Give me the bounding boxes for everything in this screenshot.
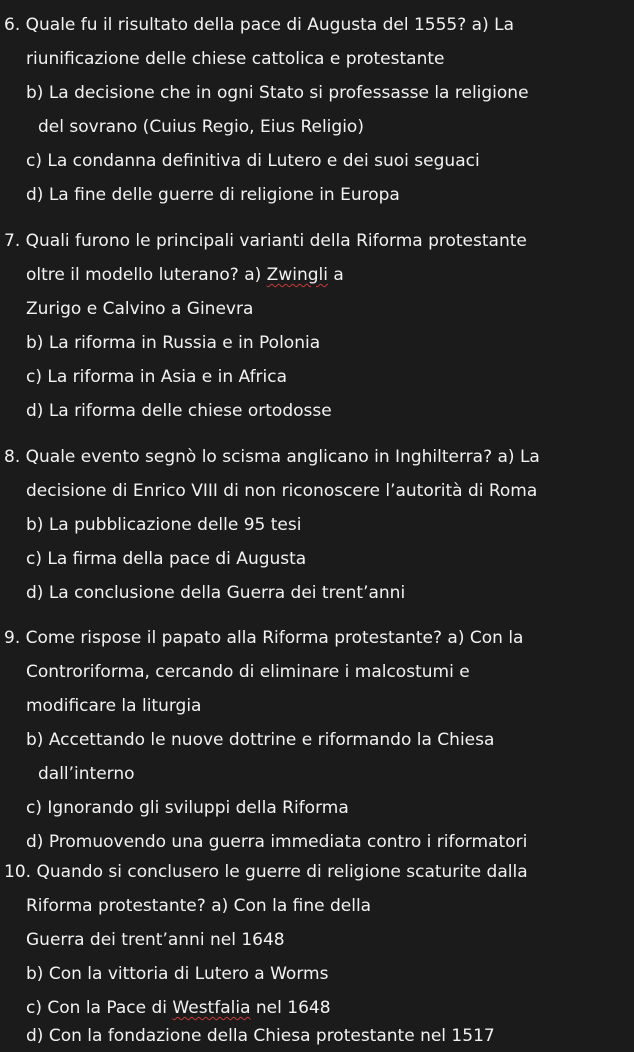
question-6-option-b: b) La decisione che in ogni Stato si professasse la religione [26, 83, 529, 103]
question-10-option-d: d) Con la fondazione della Chiesa protestante nel 1517 [26, 1026, 495, 1046]
question-6-option-a-cont: riunificazione delle chiese cattolica e protestante [26, 49, 445, 69]
question-6-option-c: c) La condanna definitiva di Lutero e dei suoi seguaci [26, 151, 480, 171]
question-10-option-b: b) Con la vittoria di Lutero a Worms [26, 964, 329, 984]
question-10-option-c-tail: nel 1648 [250, 998, 331, 1018]
question-9-option-d: d) Promuovendo una guerra immediata contro i riformatori [26, 832, 528, 852]
question-9-option-a-cont2: modificare la liturgia [26, 696, 202, 716]
question-7-option-d: d) La riforma delle chiese ortodosse [26, 401, 332, 421]
question-7-stem: 7. Quali furono le principali varianti della Riforma protestante [4, 231, 527, 251]
question-9-option-b: b) Accettando le nuove dottrine e riformando la Chiesa [26, 730, 495, 750]
question-7-stem-cont [26, 264, 344, 286]
question-9-option-b-cont: dall’interno [38, 764, 135, 784]
question-7-option-a-text: a [327, 265, 344, 285]
question-7-option-a-cont: Zurigo e Calvino a Ginevra [26, 299, 254, 319]
question-7-option-c: c) La riforma in Asia e in Africa [26, 367, 288, 387]
question-8-stem: 8. Quale evento segnò lo scisma anglicano in Inghilterra? a) La [4, 447, 540, 467]
question-10-option-c-text: c) Con la Pace di [26, 998, 173, 1018]
question-8-option-d: d) La conclusione della Guerra dei trent’anni [26, 583, 406, 603]
question-8-option-c: c) La firma della pace di Augusta [26, 549, 307, 569]
question-10-stem-cont: Riforma protestante? a) Con la fine della [26, 896, 372, 916]
question-6-option-b-cont: del sovrano (Cuius Regio, Eius Religio) [38, 117, 364, 137]
spellcheck-word[interactable]: Westfalia [172, 998, 251, 1018]
question-9-stem: 9. Come rispose il papato alla Riforma protestante? a) Con la [4, 628, 524, 648]
question-10-option-c [26, 997, 331, 1019]
question-9-option-a-cont: Controriforma, cercando di eliminare i malcostumi e [26, 662, 470, 682]
question-6-option-d: d) La fine delle guerre di religione in Europa [26, 185, 400, 205]
question-9-option-c: c) Ignorando gli sviluppi della Riforma [26, 798, 349, 818]
question-10-stem: 10. Quando si conclusero le guerre di religione scaturite dalla [4, 862, 528, 882]
spellcheck-word[interactable]: Zwingli [266, 265, 328, 285]
question-6-stem: 6. Quale fu il risultato della pace di Augusta del 1555? a) La [4, 15, 514, 35]
question-7-option-b: b) La riforma in Russia e in Polonia [26, 333, 321, 353]
question-8-option-b: b) La pubblicazione delle 95 tesi [26, 515, 302, 535]
question-8-option-a-cont: decisione di Enrico VIII di non riconoscere l’autorità di Roma [26, 481, 538, 501]
question-10-option-a-cont: Guerra dei trent’anni nel 1648 [26, 930, 285, 950]
question-7-stem-text: oltre il modello luterano? a) [26, 265, 267, 285]
